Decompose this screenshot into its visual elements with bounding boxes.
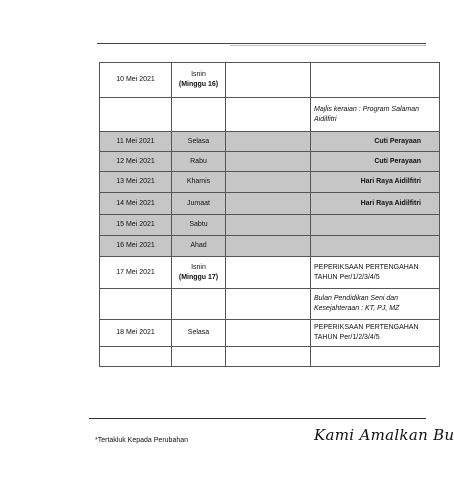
blank-cell [226, 152, 311, 172]
table-row [100, 236, 440, 257]
day-cell [172, 152, 226, 172]
day-name: Sabtu [189, 221, 208, 228]
week-label: (Minggu 17) [178, 273, 219, 281]
event-cell: Hari Raya Aidilfitri [311, 172, 440, 193]
motto-signature: Kami Amalkan Bu [314, 426, 454, 444]
table-row [100, 152, 440, 172]
blank-cell [226, 320, 311, 347]
event-cell [311, 236, 440, 257]
top-rule [97, 43, 426, 44]
table-row [100, 289, 440, 320]
day-name: Selasa [187, 329, 210, 336]
table-row [100, 257, 440, 289]
day-cell [172, 132, 226, 152]
table-row [100, 215, 440, 236]
table-row [100, 98, 440, 132]
date-cell: 12 Mei 2021 [100, 152, 172, 172]
week-label: (Minggu 16) [178, 81, 219, 88]
date-cell: 16 Mei 2021 [100, 236, 172, 257]
day-cell [172, 193, 226, 215]
blank-cell [226, 98, 311, 132]
schedule-body [100, 63, 440, 367]
date-cell: 15 Mei 2021 [100, 215, 172, 236]
date-cell: 14 Mei 2021 [100, 193, 172, 215]
event-cell: Bulan Pendidikan Seni dan Kesejahteraan : KT, PJ, MZ [311, 289, 440, 320]
day-name: Selasa [187, 137, 210, 145]
date-cell: 10 Mei 2021 [100, 63, 172, 98]
day-cell [172, 320, 226, 347]
event-cell: PEPERIKSAAN PERTENGAHAN TAHUN Per/1/2/3/4/5 [311, 257, 440, 289]
blank-cell [226, 289, 311, 320]
day-name: Rabu [190, 157, 207, 165]
table-row [100, 63, 440, 98]
day-name: Jumaat [187, 199, 210, 207]
top-rule-shadow [230, 45, 426, 46]
blank-cell [226, 172, 311, 193]
date-cell: 18 Mei 2021 [100, 320, 172, 347]
schedule-table [99, 62, 440, 367]
table-row [100, 320, 440, 347]
date-cell [100, 347, 172, 367]
date-cell [100, 289, 172, 320]
date-cell: 11 Mei 2021 [100, 132, 172, 152]
date-cell: 13 Mei 2021 [100, 172, 172, 193]
table-row [100, 193, 440, 215]
day-cell [172, 98, 226, 132]
table-row [100, 347, 440, 367]
day-name: Khamis [186, 178, 211, 185]
day-name: Isnin [191, 263, 206, 271]
day-cell [172, 63, 226, 98]
table-row [100, 172, 440, 193]
bottom-rule [89, 418, 426, 419]
blank-cell [226, 63, 311, 98]
date-cell [100, 98, 172, 132]
blank-cell [226, 257, 311, 289]
event-cell [311, 215, 440, 236]
day-cell [172, 257, 226, 289]
event-cell [311, 347, 440, 367]
day-name: Ahad [190, 242, 207, 249]
day-cell [172, 215, 226, 236]
blank-cell [226, 347, 311, 367]
event-cell: Hari Raya Aidilfitri [311, 193, 440, 215]
day-name: Isnin [191, 71, 206, 78]
event-cell: Cuti Perayaan [311, 132, 440, 152]
day-cell [172, 289, 226, 320]
event-cell: PEPERIKSAAN PERTENGAHAN TAHUN Per/1/2/3/4/5 [311, 320, 440, 347]
blank-cell [226, 215, 311, 236]
blank-cell [226, 236, 311, 257]
table-row [100, 132, 440, 152]
blank-cell [226, 132, 311, 152]
day-cell [172, 347, 226, 367]
event-cell: Cuti Perayaan [311, 152, 440, 172]
day-cell [172, 172, 226, 193]
event-cell [311, 63, 440, 98]
footnote: *Tertakluk Kepada Perubahan [95, 437, 189, 444]
blank-cell [226, 193, 311, 215]
day-cell [172, 236, 226, 257]
event-cell: Majlis keraian : Program Salaman Aidilfitri [311, 98, 440, 132]
date-cell: 17 Mei 2021 [100, 257, 172, 289]
